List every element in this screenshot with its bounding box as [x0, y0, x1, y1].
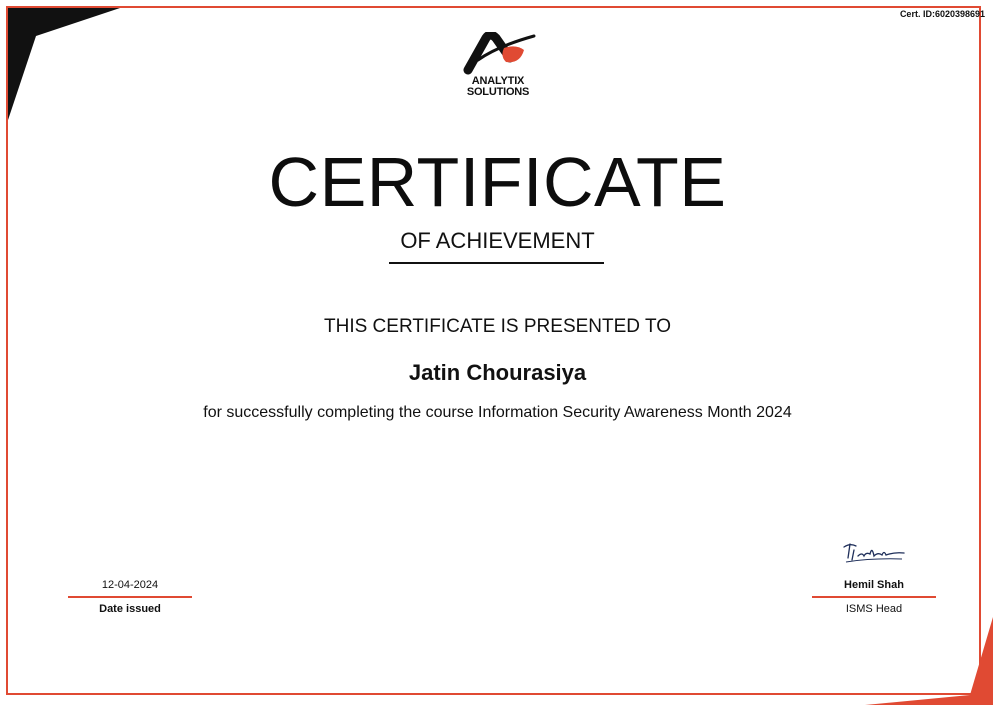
signer-role: ISMS Head — [845, 603, 903, 615]
logo-line-2: SOLUTIONS — [466, 86, 530, 98]
analytix-logo-icon — [460, 32, 536, 76]
certificate-id: Cert. ID:6020398691 — [899, 9, 985, 19]
certificate-subtitle: OF ACHIEVEMENT — [400, 228, 595, 253]
date-label: Date issued — [99, 603, 161, 615]
subtitle-underline — [389, 262, 604, 264]
date-block — [68, 579, 192, 615]
signer-block — [812, 579, 936, 615]
issue-date: 12-04-2024 — [101, 579, 159, 591]
company-logo — [455, 32, 541, 98]
recipient-name: Jatin Chourasiya — [408, 360, 587, 385]
certificate-title: CERTIFICATE — [268, 143, 727, 221]
signer-name: Hemil Shah — [844, 579, 904, 591]
course-description: for successfully completing the course Information Security Awareness Month 2024 — [203, 404, 792, 421]
logo-line-1: ANALYTIX — [471, 75, 525, 87]
handwritten-signature — [842, 538, 906, 566]
presented-to-text: THIS CERTIFICATE IS PRESENTED TO — [324, 316, 671, 337]
date-underline — [68, 596, 192, 598]
signer-underline — [812, 596, 936, 598]
